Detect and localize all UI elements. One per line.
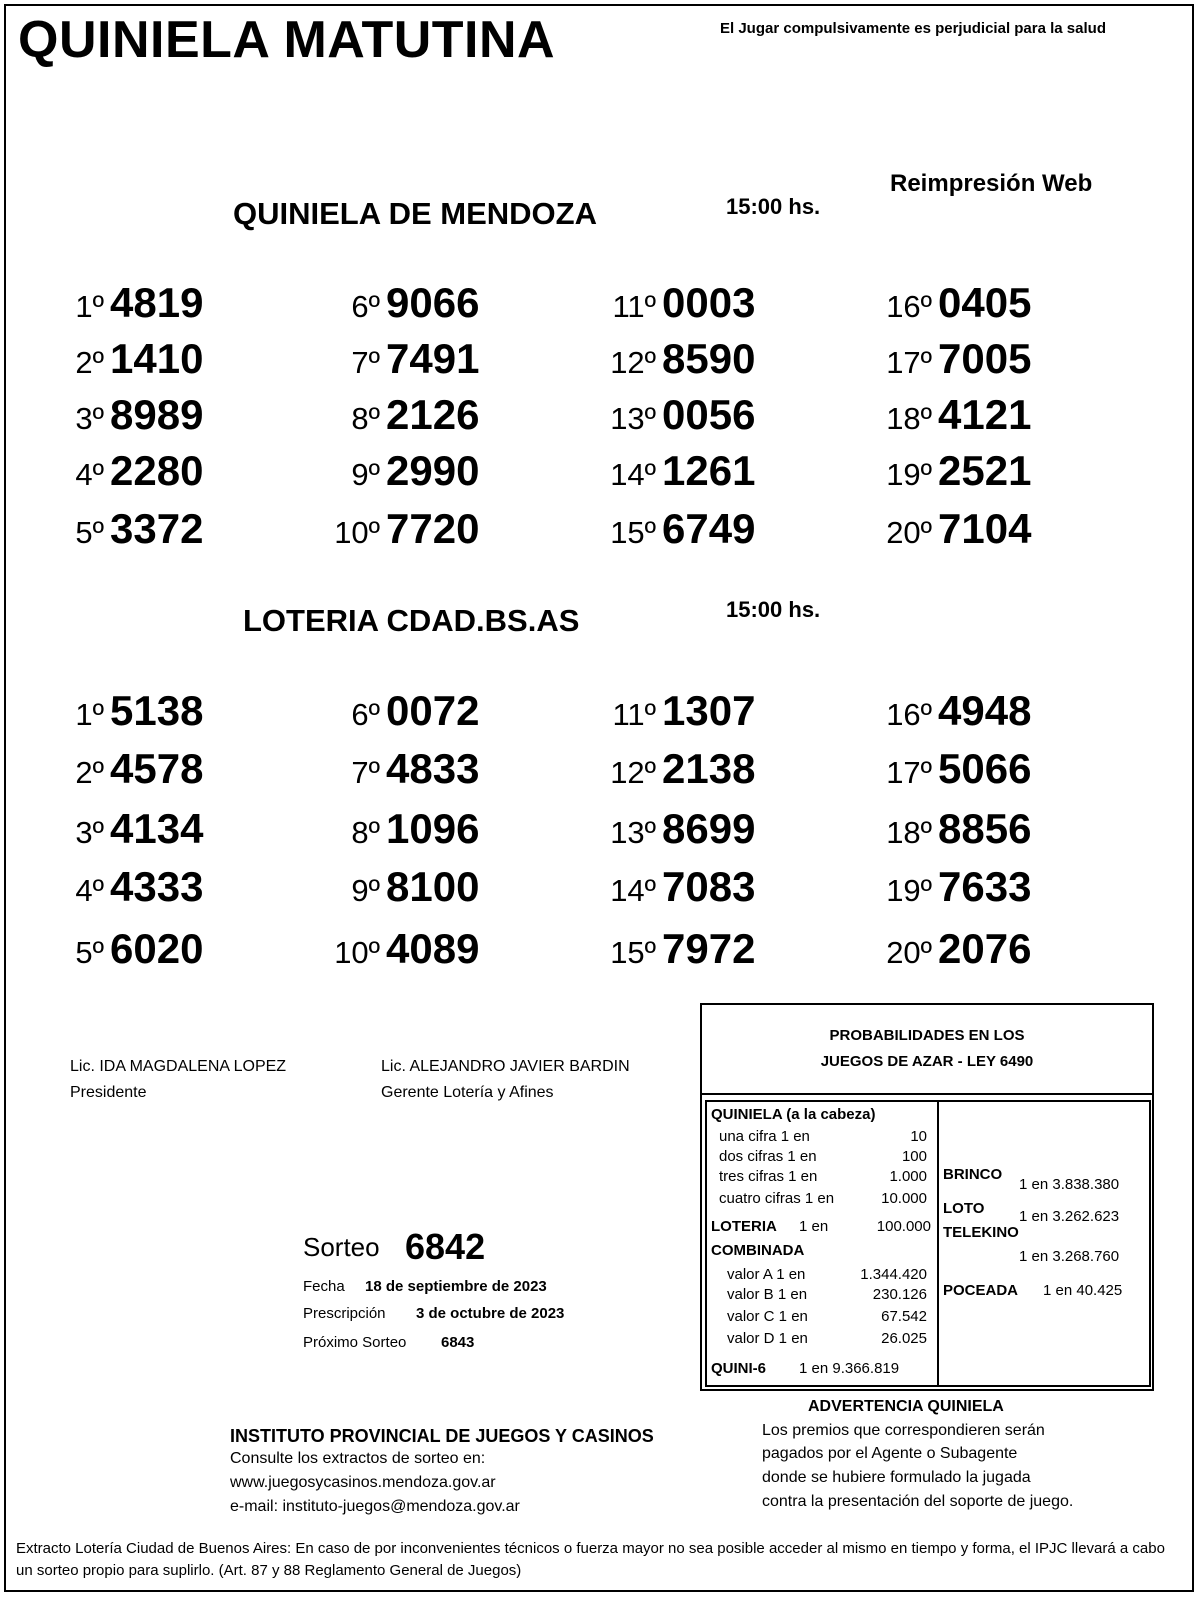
quiniela-prob-value: 10: [910, 1128, 927, 1145]
result-number: 1261: [662, 447, 756, 494]
quiniela-prob-value: 10.000: [881, 1190, 927, 1207]
institute-email[interactable]: e-mail: instituto-juegos@mendoza.gov.ar: [230, 1498, 520, 1515]
result-position: 18º: [886, 401, 932, 436]
result-cell: [316, 863, 480, 910]
result-position: 15º: [610, 515, 656, 550]
result-cell: [316, 391, 480, 438]
result-number: 7633: [938, 863, 1032, 910]
result-cell: [868, 925, 1032, 972]
result-position: 16º: [886, 697, 932, 732]
result-position: 5º: [75, 515, 104, 550]
result-number: 6020: [110, 925, 204, 972]
result-number: 2990: [386, 447, 480, 494]
result-cell: [868, 335, 1032, 382]
result-number: 7972: [662, 925, 756, 972]
result-position: 4º: [75, 873, 104, 908]
signature-role-1: Presidente: [70, 1084, 147, 1101]
result-cell: [316, 925, 480, 972]
combinada-prob-label: valor A 1 en: [727, 1266, 806, 1283]
quiniela-prob-label: dos cifras 1 en: [719, 1148, 817, 1165]
sorteo-number: 6842: [405, 1226, 486, 1267]
institute-url[interactable]: www.juegosycasinos.mendoza.gov.ar: [230, 1474, 496, 1491]
result-number: 2521: [938, 447, 1032, 494]
combinada-prob-value: 1.344.420: [860, 1266, 927, 1283]
result-number: 4833: [386, 745, 480, 792]
result-number: 4134: [110, 805, 204, 852]
result-cell: [868, 447, 1032, 494]
result-cell: [60, 447, 204, 494]
signature-name-1: Lic. IDA MAGDALENA LOPEZ: [70, 1058, 287, 1075]
result-position: 18º: [886, 815, 932, 850]
result-position: 6º: [351, 289, 380, 324]
result-cell: [60, 745, 204, 792]
probabilities-table: [705, 1100, 1151, 1387]
result-position: 11º: [612, 289, 656, 324]
result-cell: [868, 863, 1032, 910]
result-cell: [316, 505, 480, 552]
telekino-prob-value: 1 en 3.268.760: [1019, 1248, 1120, 1265]
result-number: 8856: [938, 805, 1032, 852]
signature-name-2: Lic. ALEJANDRO JAVIER BARDIN: [381, 1058, 630, 1075]
result-cell: [592, 687, 756, 734]
quiniela-prob-label: cuatro cifras 1 en: [719, 1190, 835, 1207]
result-position: 6º: [351, 697, 380, 732]
result-position: 2º: [75, 755, 104, 790]
poceada-prob-label: POCEADA: [943, 1282, 1019, 1299]
institute-name: INSTITUTO PROVINCIAL DE JUEGOS Y CASINOS: [230, 1426, 654, 1446]
result-position: 2º: [75, 345, 104, 380]
result-position: 10º: [334, 935, 380, 970]
quini6-prob-value: 1 en 9.366.819: [799, 1360, 900, 1377]
result-cell: [592, 391, 756, 438]
result-position: 7º: [351, 755, 380, 790]
result-number: 2076: [938, 925, 1032, 972]
result-number: 1307: [662, 687, 756, 734]
result-position: 8º: [351, 815, 380, 850]
result-position: 14º: [610, 873, 656, 908]
result-cell: [592, 505, 756, 552]
result-position: 5º: [75, 935, 104, 970]
result-cell: [868, 687, 1032, 734]
result-number: 1410: [110, 335, 204, 382]
result-position: 8º: [351, 401, 380, 436]
proximo-sorteo-value: 6843: [441, 1334, 475, 1351]
result-cell: [316, 805, 480, 852]
brinco-prob-label: BRINCO: [943, 1166, 1003, 1183]
result-number: 6749: [662, 505, 756, 552]
result-number: 8590: [662, 335, 756, 382]
result-number: 7720: [386, 505, 480, 552]
quiniela-prob-value: 100: [901, 1148, 927, 1165]
result-cell: [60, 391, 204, 438]
result-cell: [592, 863, 756, 910]
prescripcion-label: Prescripción: [303, 1305, 386, 1322]
reprint-label: Reimpresión Web: [890, 170, 1093, 197]
result-number: 5138: [110, 687, 204, 734]
loteria-prob-en: 1 en: [799, 1218, 829, 1235]
result-position: 3º: [75, 401, 104, 436]
result-cell: [592, 279, 756, 326]
result-position: 20º: [886, 515, 932, 550]
result-cell: [868, 391, 1032, 438]
result-cell: [316, 447, 480, 494]
combinada-prob-value: 230.126: [872, 1286, 927, 1303]
fecha-label: Fecha: [303, 1278, 345, 1295]
result-cell: [60, 925, 204, 972]
result-number: 9066: [386, 279, 480, 326]
result-number: 2138: [662, 745, 756, 792]
result-number: 8100: [386, 863, 480, 910]
probabilities-title-line2: JUEGOS DE AZAR - LEY 6490: [820, 1053, 1034, 1070]
result-number: 1096: [386, 805, 480, 852]
result-position: 19º: [886, 873, 932, 908]
section-title-loteria: LOTERIA CDAD.BS.AS: [243, 603, 580, 638]
result-cell: [592, 335, 756, 382]
section-time-mendoza: 15:00 hs.: [726, 194, 821, 219]
poceada-prob-value: 1 en 40.425: [1043, 1282, 1123, 1299]
brinco-prob-value: 1 en 3.838.380: [1019, 1176, 1120, 1193]
section-title-mendoza: QUINIELA DE MENDOZA: [233, 196, 597, 231]
quiniela-prob-label: una cifra 1 en: [719, 1128, 810, 1145]
result-position: 9º: [351, 457, 380, 492]
result-number: 4121: [938, 391, 1032, 438]
result-position: 20º: [886, 935, 932, 970]
result-position: 10º: [334, 515, 380, 550]
quiniela-prob-value: 1.000: [889, 1168, 927, 1185]
result-number: 4948: [938, 687, 1032, 734]
result-position: 17º: [886, 345, 932, 380]
signature-role-2: Gerente Lotería y Afines: [381, 1084, 554, 1101]
result-cell: [60, 863, 204, 910]
result-cell: [868, 505, 1032, 552]
result-cell: [60, 335, 204, 382]
probabilities-header: [702, 1005, 1152, 1095]
quiniela-prob-label: tres cifras 1 en: [719, 1168, 818, 1185]
result-cell: [316, 335, 480, 382]
section-time-loteria: 15:00 hs.: [726, 597, 821, 622]
result-position: 9º: [351, 873, 380, 908]
result-number: 8699: [662, 805, 756, 852]
result-position: 19º: [886, 457, 932, 492]
result-cell: [316, 687, 480, 734]
quiniela-prob-title: QUINIELA (a la cabeza): [711, 1106, 876, 1123]
result-cell: [60, 805, 204, 852]
result-cell: [592, 447, 756, 494]
proximo-sorteo-label: Próximo Sorteo: [303, 1334, 407, 1351]
result-number: 5066: [938, 745, 1032, 792]
fecha-value: 18 de septiembre de 2023: [365, 1278, 547, 1295]
result-cell: [592, 745, 756, 792]
combinada-prob-title: COMBINADA: [711, 1242, 805, 1259]
advertencia-line: contra la presentación del soporte de juego.: [762, 1493, 1074, 1510]
result-cell: [316, 745, 480, 792]
result-cell: [60, 279, 204, 326]
result-number: 7005: [938, 335, 1032, 382]
result-cell: [60, 505, 204, 552]
result-position: 15º: [610, 935, 656, 970]
result-number: 4819: [110, 279, 204, 326]
result-position: 11º: [612, 697, 656, 732]
advertencia-title: ADVERTENCIA QUINIELA: [808, 1398, 1004, 1415]
result-number: 0405: [938, 279, 1032, 326]
result-number: 0072: [386, 687, 480, 734]
result-number: 8989: [110, 391, 204, 438]
loto-prob-value: 1 en 3.262.623: [1019, 1208, 1120, 1225]
result-position: 1º: [75, 697, 104, 732]
quini6-prob-label: QUINI-6: [711, 1360, 767, 1377]
result-position: 13º: [610, 815, 656, 850]
prescripcion-value: 3 de octubre de 2023: [416, 1305, 565, 1322]
result-cell: [868, 279, 1032, 326]
loto-prob-label: LOTO: [943, 1200, 985, 1217]
result-number: 0003: [662, 279, 756, 326]
probabilities-divider: [937, 1102, 939, 1385]
result-number: 0056: [662, 391, 756, 438]
health-warning: El Jugar compulsivamente es perjudicial para la salud: [720, 20, 1106, 37]
result-number: 3372: [110, 505, 204, 552]
result-position: 13º: [610, 401, 656, 436]
result-position: 3º: [75, 815, 104, 850]
result-position: 14º: [610, 457, 656, 492]
result-cell: [868, 745, 1032, 792]
result-position: 4º: [75, 457, 104, 492]
footer-disclaimer: Extracto Lotería Ciudad de Buenos Aires: En caso de por inconvenientes técnicos o fuerza mayor no sea posible acceder al mismo en tiempo y forma, el IPJC llevará a cabo un sorteo propio para suplirlo. (Art. 87 y 88 Reglamento General de Juegos): [16, 1540, 1165, 1579]
loteria-prob-label: LOTERIA: [711, 1218, 777, 1235]
result-position: 1º: [75, 289, 104, 324]
result-position: 7º: [351, 345, 380, 380]
probabilities-box: [700, 1003, 1154, 1391]
result-cell: [592, 925, 756, 972]
page-title: QUINIELA MATUTINA: [18, 11, 556, 69]
institute-consult-text: Consulte los extractos de sorteo en:: [230, 1450, 486, 1467]
loteria-prob-value: 100.000: [876, 1218, 931, 1235]
result-cell: [316, 279, 480, 326]
result-position: 12º: [610, 755, 656, 790]
result-cell: [592, 805, 756, 852]
combinada-prob-label: valor D 1 en: [727, 1330, 808, 1347]
result-cell: [60, 687, 204, 734]
advertencia-line: Los premios que correspondieren serán: [762, 1422, 1045, 1439]
result-number: 4333: [110, 863, 204, 910]
result-position: 12º: [610, 345, 656, 380]
result-position: 16º: [886, 289, 932, 324]
combinada-prob-value: 26.025: [881, 1330, 927, 1347]
combinada-prob-label: valor C 1 en: [727, 1308, 808, 1325]
combinada-prob-value: 67.542: [881, 1308, 927, 1325]
result-position: 17º: [886, 755, 932, 790]
result-number: 2126: [386, 391, 480, 438]
result-number: 7083: [662, 863, 756, 910]
result-cell: [868, 805, 1032, 852]
result-number: 2280: [110, 447, 204, 494]
telekino-prob-label: TELEKINO: [943, 1224, 1019, 1241]
advertencia-line: donde se hubiere formulado la jugada: [762, 1469, 1031, 1486]
result-number: 4578: [110, 745, 204, 792]
probabilities-title-line1: PROBABILIDADES EN LOS: [829, 1027, 1025, 1044]
sorteo-label: Sorteo: [303, 1232, 380, 1262]
result-number: 7104: [938, 505, 1032, 552]
result-number: 4089: [386, 925, 480, 972]
result-number: 7491: [386, 335, 480, 382]
combinada-prob-label: valor B 1 en: [727, 1286, 808, 1303]
advertencia-line: pagados por el Agente o Subagente: [762, 1445, 1018, 1462]
